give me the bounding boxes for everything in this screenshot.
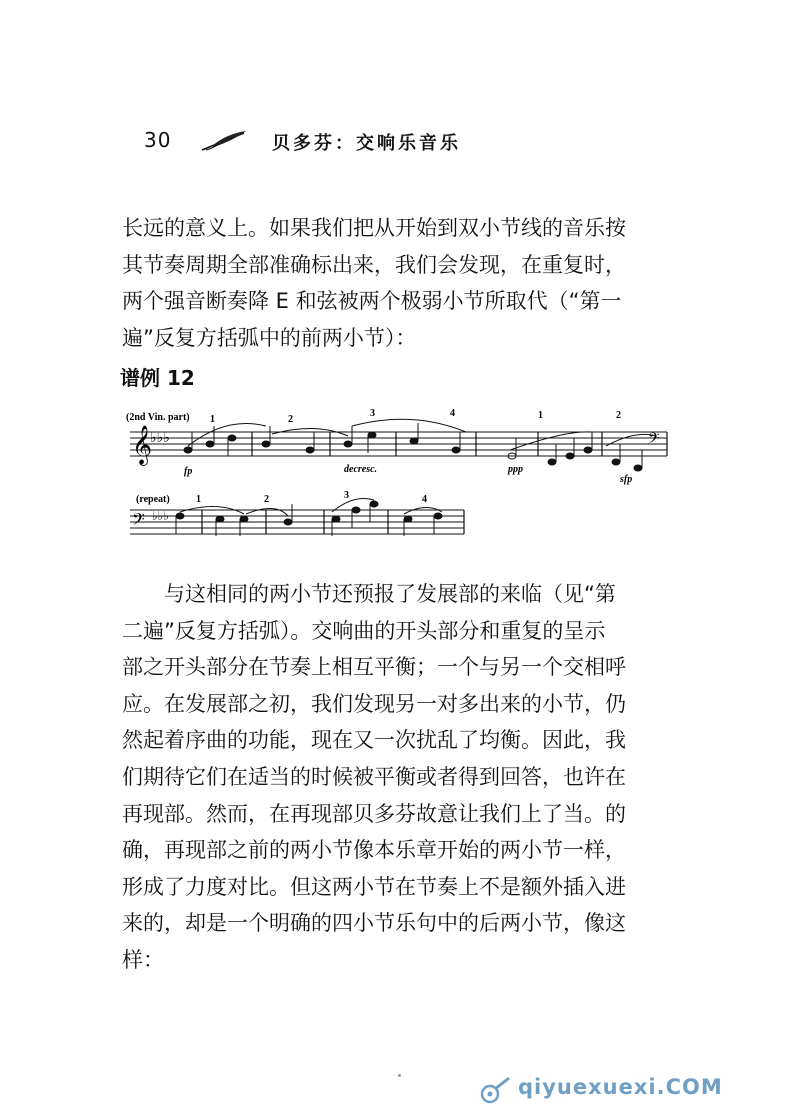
running-title: 贝多芬：交响乐音乐	[272, 133, 461, 154]
page-number: 30	[144, 128, 172, 152]
dynamic-marking: decresc.	[344, 464, 378, 475]
staff1-part-label: (2nd Vin. part)	[126, 412, 190, 423]
text-line: 应。在发展部之初，我们发现另一对多出来的小节，仍	[122, 691, 626, 716]
page-header	[144, 128, 504, 158]
staff-2-slurs	[180, 499, 442, 517]
example-label: 谱例 12	[120, 366, 195, 390]
measure-number: 1	[538, 410, 543, 421]
text-line: 样：	[122, 947, 164, 972]
measure-number: 4	[450, 408, 455, 419]
footer-dot	[398, 1074, 401, 1077]
measure-number: 1	[196, 494, 201, 505]
quill-icon	[200, 130, 248, 152]
staff-1-notes	[184, 423, 642, 471]
dynamic-marking: fp	[184, 466, 193, 477]
guitar-icon	[480, 1076, 512, 1104]
flat-key-signature-icon: ♭♭♭	[150, 431, 170, 446]
measure-number: 4	[422, 494, 427, 505]
text-line: 然起着序曲的功能，现在又一次扰乱了均衡。因此，我	[122, 728, 626, 753]
text-line: 们期待它们在适当的时候被平衡或者得到回答，也许在	[122, 764, 626, 789]
staff-1-dynamics	[184, 464, 632, 485]
watermark	[480, 1074, 770, 1104]
staff2-part-label: (repeat)	[136, 494, 170, 505]
treble-clef-icon: 𝄞	[132, 427, 153, 464]
text-line: 确，再现部之前的两小节像本乐章开始的两小节一样，	[122, 838, 626, 863]
text-line: 长远的意义上。如果我们把从开始到双小节线的音乐按	[122, 216, 626, 240]
measure-number: 3	[370, 408, 375, 419]
staff-2-measure-numbers	[196, 490, 427, 505]
measure-number: 2	[264, 494, 269, 505]
watermark-text: qiyuexuexi.COM	[518, 1075, 723, 1099]
flat-key-signature-icon: ♭♭♭	[152, 509, 169, 523]
text-line: 二遍”反复方括弧）。交响曲的开头部分和重复的呈示	[122, 618, 606, 643]
text-line: 部之开头部分在节奏上相互平衡；一个与另一个交相呼	[122, 655, 626, 680]
dynamic-marking: ppp	[508, 464, 523, 475]
paragraph-1	[122, 210, 692, 356]
measure-number: 3	[344, 490, 349, 501]
measure-number: 2	[288, 414, 293, 425]
staff-1-measure-numbers	[210, 408, 621, 425]
text-line: 两个强音断奏降 E 和弦被两个极弱小节所取代（“第一	[122, 289, 622, 314]
text-line: 来的，却是一个明确的四小节乐句中的后两小节，像这	[122, 911, 626, 936]
text-line: 形成了力度对比。但这两小节在节奏上不是额外插入进	[122, 874, 626, 899]
text-line: 遍”反复方括弧中的前两小节）：	[122, 325, 417, 350]
text-line: 与这相同的两小节还预报了发展部的来临（见“第	[164, 582, 616, 606]
staff-1-slurs	[188, 419, 656, 450]
bass-clef-icon: 𝄢	[132, 511, 145, 533]
dynamic-marking: sfp	[620, 474, 633, 485]
bass-clef-change-icon: 𝄢	[648, 430, 660, 450]
paragraph-2	[122, 576, 692, 979]
text-line: 其节奏周期全部准确标出来，我们会发现，在重复时，	[122, 252, 626, 277]
measure-number: 1	[210, 414, 215, 425]
measure-number: 2	[616, 410, 621, 421]
text-line: 再现部。然而，在再现部贝多芬故意让我们上了当。的	[122, 801, 626, 826]
music-example-score	[126, 406, 671, 536]
